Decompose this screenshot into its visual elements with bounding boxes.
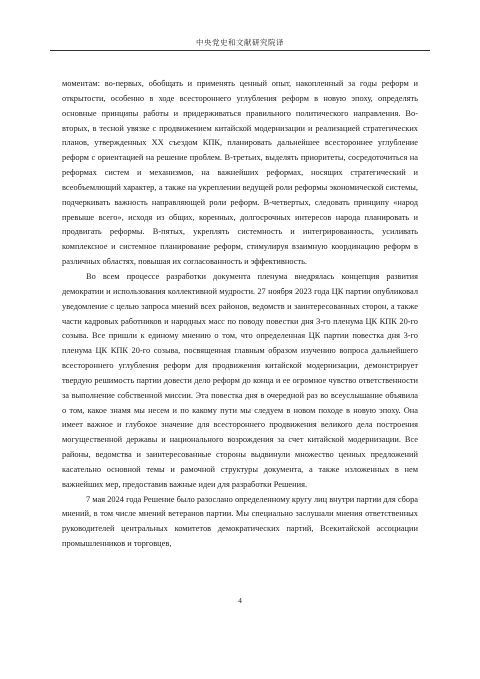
body-text — [62, 77, 418, 552]
paragraph: моментам: во-первых, обобщать и применять ценный опыт, накопленный за годы реформ и открытости, особенно в ходе всестороннего углубления реформ в новую эпоху, определять основные принципы работы и придерживаться правильного политического направления. Во-вторых, в тесной увязке с продвижением китайской модернизации и реализацией стратегических планов, утвержденных XX съездом КПК, планировать дальнейшее всестороннее углубление реформ с ориентацией на решение проблем. В-третьих, выделять приоритеты, сосредоточиться на реформах систем и механизмов, на важнейших реформах, носящих стратегический и всеобъемлющий характер, а также на укреплении ведущей роли реформы экономической системы, подчеркивать важность направляющей роли реформ. В-четвертых, следовать принципу «народ превыше всего», исходя из общих, коренных, долгосрочных интересов народа планировать и продвигать реформы. В-пятых, укреплять системность и интегрированность, усиливать комплексное и системное планирование реформ, стимулируя взаимную координацию реформ в различных областях, повышая их согласованность и эффективность. — [62, 79, 418, 267]
page-number: 4 — [238, 596, 242, 605]
running-header: 中央党史和文献研究院译 — [196, 38, 284, 47]
paragraph: Во всем процессе разработки документа пленума внедрялась концепция развития демократии и использования коллективной мудрости. 27 ноября 2023 года ЦК партии опубликовал уведомление с целью запроса мнений всех районов, ведомств и заинтересованных сторон, а также части кадровых работников и народных масс по поводу повестки дня 3-го пленума ЦК КПК 20-го созыва. Все пришли к единому мнению о том, что определенная ЦК партии повестка дня 3-го пленума ЦК КПК 20-го созыва, посвященная главным образом изучению вопроса дальнейшего всестороннего углубления реформ для продвижения китайской модернизации, демонстрирует твердую решимость партии довести дело реформ до конца и ее огромное чувство ответственности за выполнение собственной миссии. Эта повестка дня в очередной раз во всеуслышание объявила о том, какое знамя мы несем и по какому пути мы следуем в новом походе в новую эпоху. Она имеет важное и глубокое значение для всестороннего продвижения великого дела построения могущественной державы и национального возрождения за счет китайской модернизации. Все районы, ведомства и заинтересованные стороны выдвинули множество ценных предложений касательно основной темы и рамочной структуры документа, а также изложенных в нем важнейших мер, предоставив важные идеи для разработки Решения. — [62, 271, 418, 489]
paragraph: 7 мая 2024 года Решение было разослано определенному кругу лиц внутри партии для сбора мнений, в том числе мнений ветеранов партии. Мы специально заслушали мнения ответственных руководителей центральных комитетов демократических партий, Всекитайской ассоциации промышленников и торговцев, — [62, 494, 418, 549]
header-divider — [50, 50, 430, 51]
